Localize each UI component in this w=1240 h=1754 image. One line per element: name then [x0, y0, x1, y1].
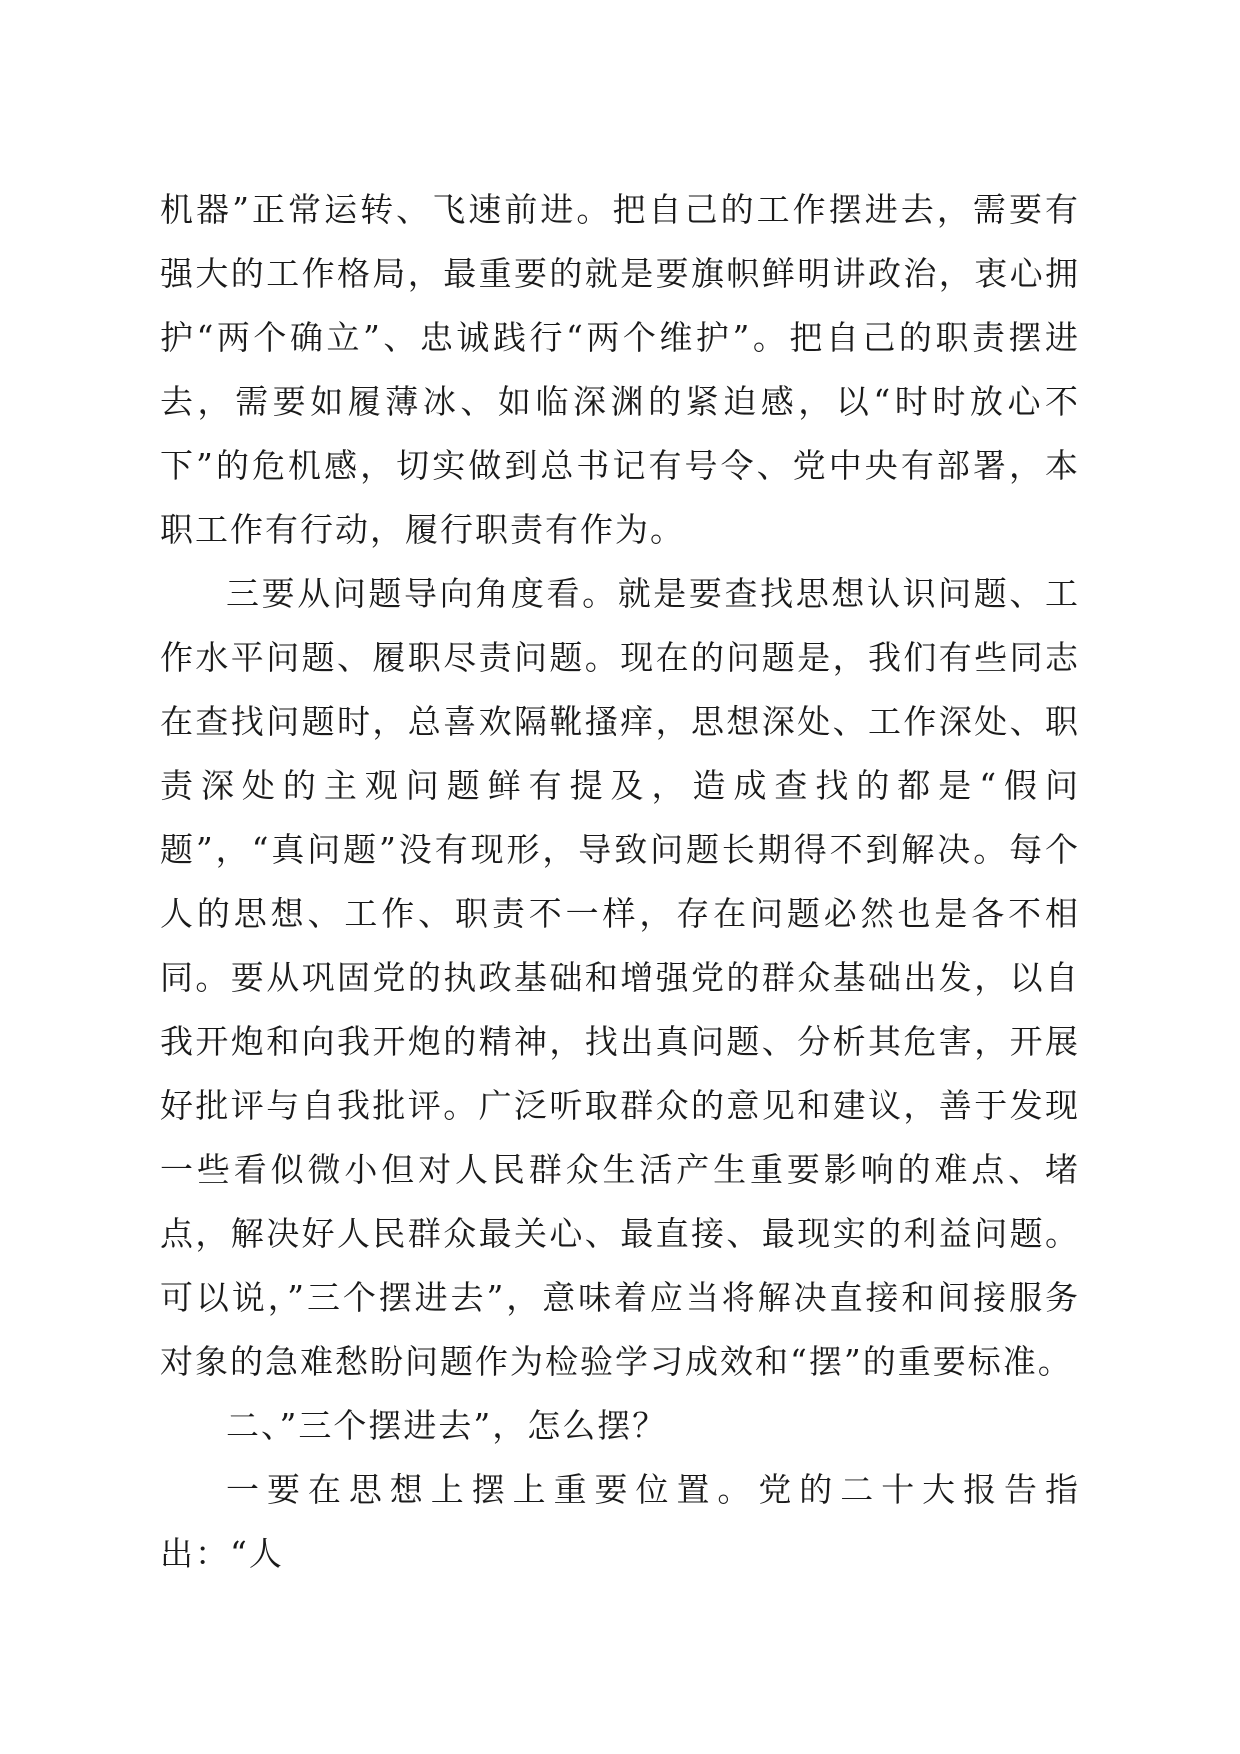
paragraph-continuation: 机器”正常运转、飞速前进。把自己的工作摆进去，需要有强大的工作格局，最重要的就是要旗帜鲜明讲政治，衷心拥护“两个确立”、忠诚践行“两个维护”。把自己的职责摆进去，需要如履薄冰、如临深渊的紧迫感，以“时时放心不下”的危机感，切实做到总书记有号令、党中央有部署，本职工作有行动，履行职责有作为。 [160, 190, 1080, 549]
paragraph-problem-orientation: 三要从问题导向角度看。就是要查找思想认识问题、工作水平问题、履职尽责问题。现在的问题是，我们有些同志在查找问题时，总喜欢隔靴搔痒，思想深处、工作深处、职责深处的主观问题鲜有提及，造成查找的都是“假问题”，“真问题”没有现形，导致问题长期得不到解决。每个人的思想、工作、职责不一样，存在问题必然也是各不相同。要从巩固党的执政基础和增强党的群众基础出发，以自我开炮和向我开炮的精神，找出真问题、分析其危害，开展好批评与自我批评。广泛听取群众的意见和建议，善于发现一些看似微小但对人民群众生活产生重要影响的难点、堵点，解决好人民群众最关心、最直接、最现实的利益问题。可以说，”三个摆进去”，意味着应当将解决直接和间接服务对象的急难愁盼问题作为检验学习成效和“摆”的重要标准。 [160, 574, 1080, 1381]
document-body [160, 178, 1080, 1586]
paragraph-thought-position: 一要在思想上摆上重要位置。党的二十大报告指出：“人 [160, 1470, 1080, 1573]
section-heading-how: 二、”三个摆进去”，怎么摆？ [226, 1406, 668, 1445]
